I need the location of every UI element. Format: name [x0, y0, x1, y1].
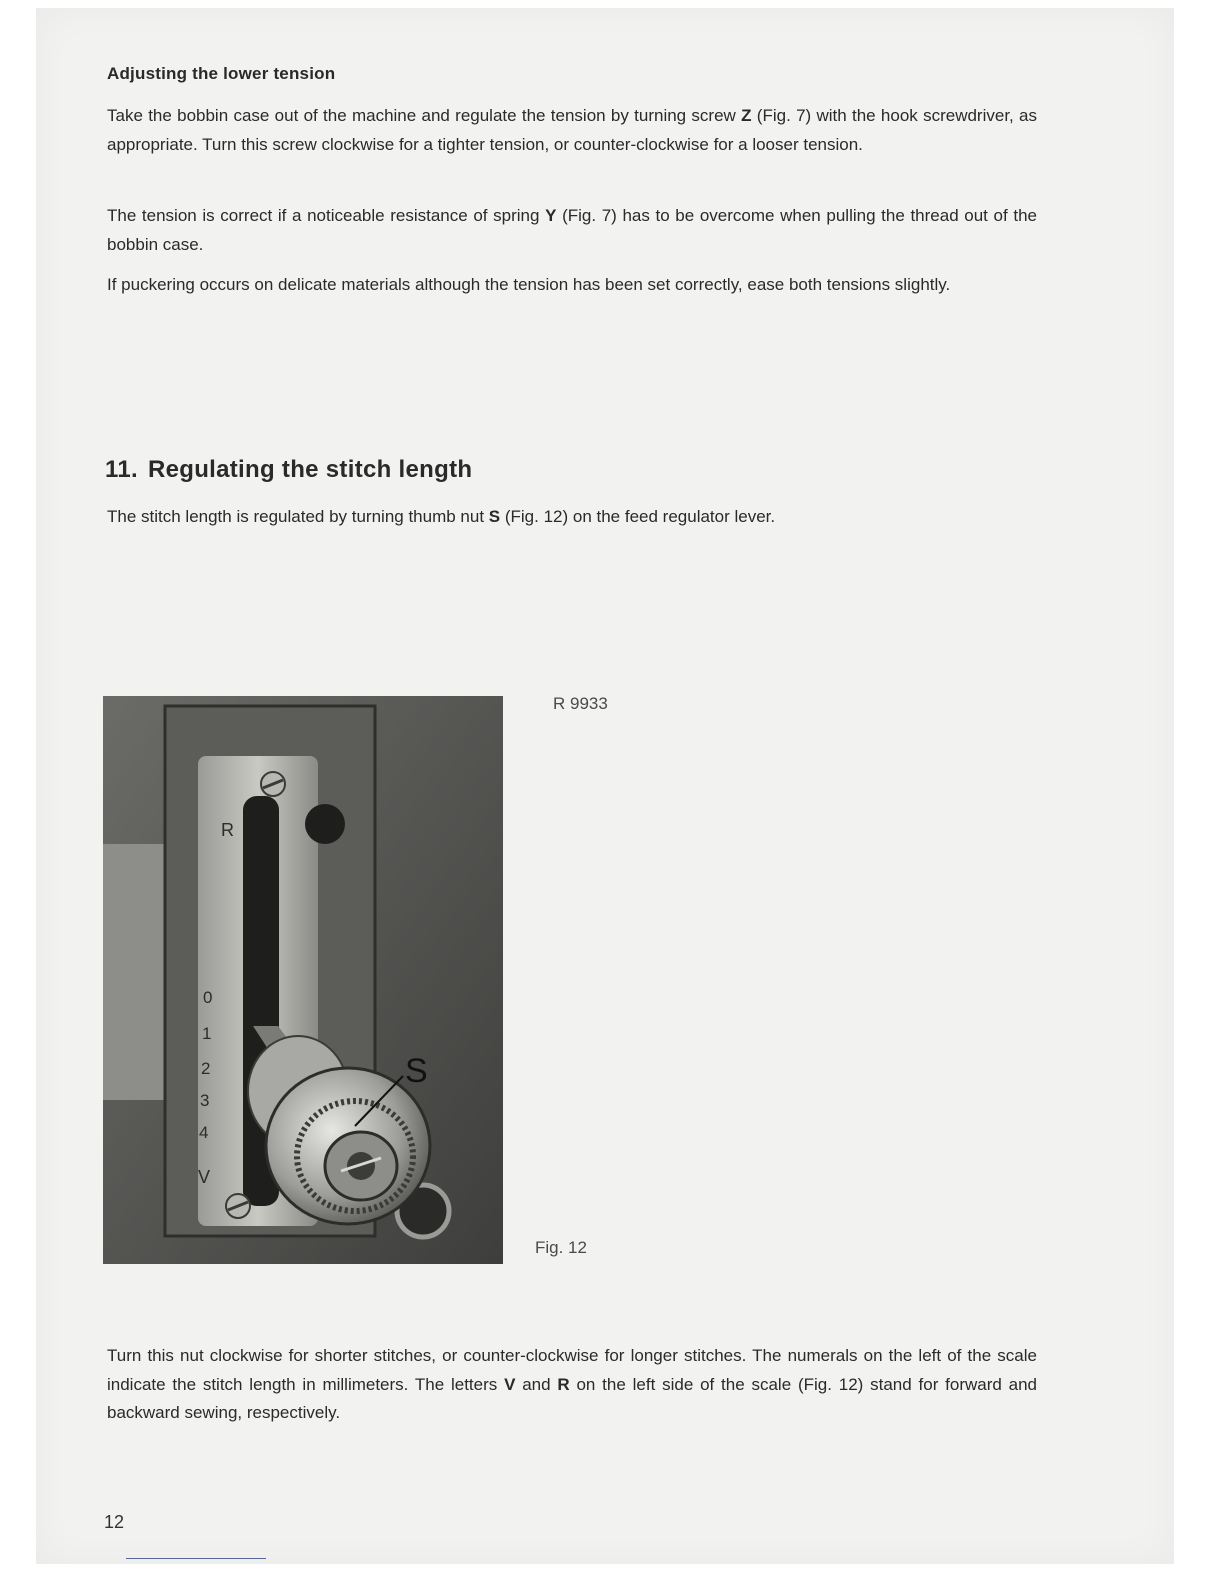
figure-caption: Fig. 12 — [535, 1238, 587, 1257]
scale-numeral-1: 1 — [202, 1024, 212, 1043]
figure-12-photo — [103, 696, 503, 1264]
paragraph-lower-tension-3: If puckering occurs on delicate materials although the tension has been set correctly, ease both tensions slightly. — [107, 275, 951, 294]
scale-numeral-4: 4 — [199, 1123, 209, 1142]
figure-reference-code: R 9933 — [553, 694, 608, 713]
paragraph-lower-tension-2: The tension is correct if a noticeable resistance of spring Y (Fig. 7) has to be overcome when pulling the thread out of the bobbin case. — [107, 206, 1037, 254]
paragraph-lower-tension-1: Take the bobbin case out of the machine and regulate the tension by turning screw Z (Fig. 7) with the hook screwdriver, as appropriate. Turn this screw clockwise for a tighter tension, or counter-clockwise for a looser tension. — [107, 106, 1038, 154]
upper-hole — [305, 804, 345, 844]
paragraph-stitch-length-2: Turn this nut clockwise for shorter stitches, or counter-clockwise for longer stitches. The numerals on the left of the scale indicate the stitch length in millimeters. The letters V and R on the left side of the scale (Fig. 12) stand for forward and backward sewing, respectively. — [107, 1346, 1038, 1422]
callout-label-s: S — [405, 1052, 428, 1090]
section-heading-stitch-length — [105, 456, 472, 484]
page-number: 12 — [104, 1512, 125, 1532]
machine-side-block — [103, 844, 165, 1100]
section-title: Regulating the stitch length — [147, 456, 473, 483]
paragraph-stitch-length-1: The stitch length is regulated by turning thumb nut S (Fig. 12) on the feed regulator lever. — [107, 507, 776, 526]
scale-numeral-3: 3 — [200, 1091, 210, 1110]
scan-mark — [126, 1558, 266, 1559]
scale-letter-v: V — [198, 1167, 211, 1187]
subheading-lower-tension: Adjusting the lower tension — [107, 64, 336, 83]
feed-regulator-illustration — [103, 696, 503, 1264]
scale-numeral-0: 0 — [203, 988, 213, 1007]
scale-letter-r: R — [221, 820, 234, 840]
scan-margin — [1174, 0, 1224, 1584]
section-number: 11. — [105, 456, 138, 483]
scale-numeral-2: 2 — [201, 1059, 211, 1078]
